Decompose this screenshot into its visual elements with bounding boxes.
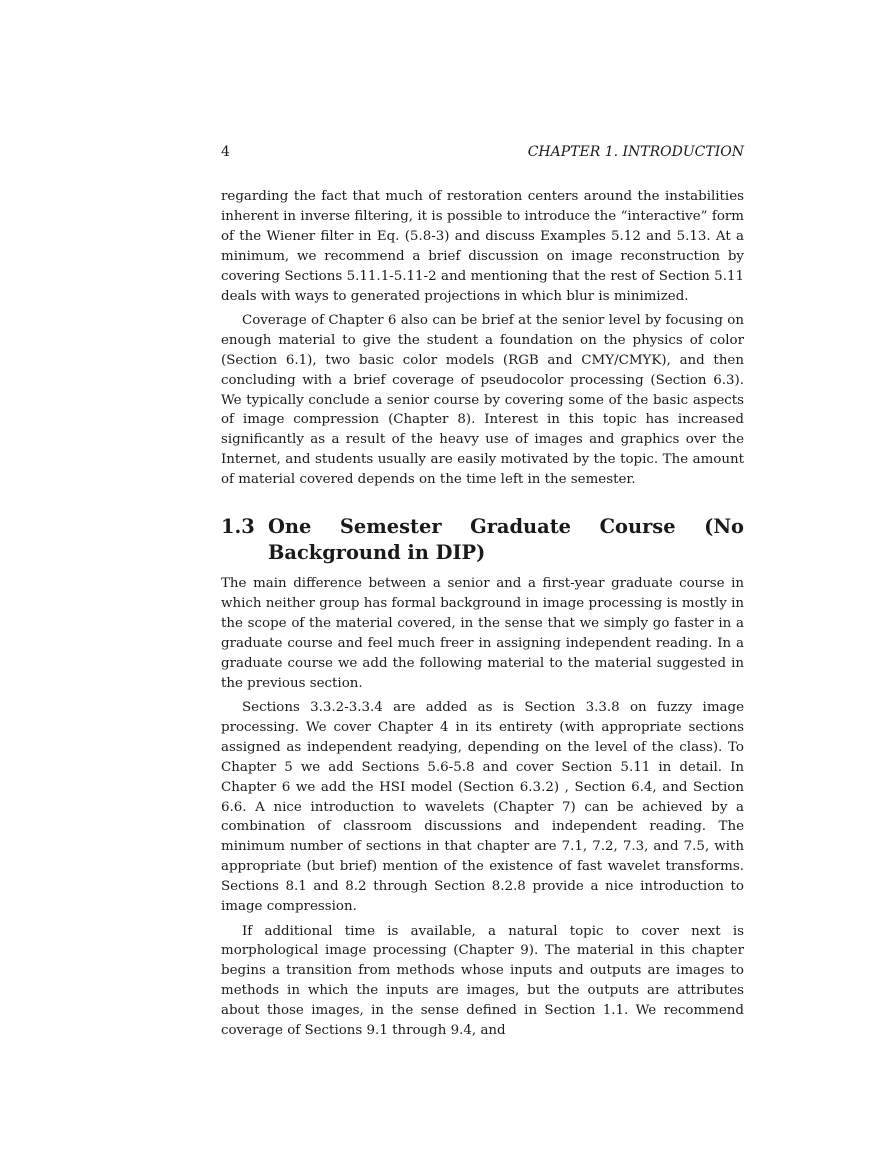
section-heading <box>221 514 744 566</box>
section-number: 1.3 <box>221 515 255 539</box>
paragraph: Coverage of Chapter 6 also can be brief at the senior level by focusing on enough material to give the student a foundation on the physics of color (Section 6.1), two basic color models (RGB and CMY/CMYK), and then concluding with a brief coverage of pseudocolor processing (Section 6.3). We typically conclude a senior course by covering some of the basic aspects of image compression (Chapter 8). Interest in this topic has increased significantly as a result of the heavy use of images and graphics over the Internet, and students usually are easily motivated by the topic. The amount of material covered depends on the time left in the semester. <box>221 312 744 488</box>
paragraph: The main difference between a senior and a first-year graduate course in which neither group has formal background in image processing is mostly in the scope of the material covered, in the sense that we simply go faster in a graduate course and feel much freer in assigning independent reading. In a graduate course we add the following material to the material suggested in the previous section. <box>221 576 744 691</box>
paragraph: Sections 3.3.2-3.3.4 are added as is Section 3.3.8 on fuzzy image processing. We cover Chapter 4 in its entirety (with appropriate sections assigned as independent readying, depending on the level of the class). To Chapter 5 we add Sections 5.6-5.8 and cover Section 5.11 in detail. In Chapter 6 we add the HSI model (Section 6.3.2) , Section 6.4, and Section 6.6. A nice introduction to wavelets (Chapter 7) can be achieved by a combination of classroom discussions and independent reading. The minimum number of sections in that chapter are 7.1, 7.2, 7.3, and 7.5, with appropriate (but brief) mention of the existence of fast wavelet transforms. Sections 8.1 and 8.2 through Section 8.2.8 provide a nice introduction to image compression. <box>221 700 744 915</box>
page-number: 4 <box>221 144 230 160</box>
running-header <box>221 143 744 161</box>
book-page <box>221 143 744 1045</box>
paragraph-continued: regarding the fact that much of restoration centers around the instabilities inherent in inverse filtering, it is possible to introduce the “interactive” form of the Wiener filter in Eq. (5.8-3) and discuss Examples 5.12 and 5.13. At a minimum, we recommend a brief discussion on image reconstruction by covering Sections 5.11.1-5.11-2 and mentioning that the rest of Section 5.11 deals with ways to generated projections in which blur is minimized. <box>221 189 744 304</box>
body-text <box>221 187 744 1041</box>
chapter-title: CHAPTER 1. INTRODUCTION <box>527 144 744 160</box>
paragraph: If additional time is available, a natural topic to cover next is morphological image processing (Chapter 9). The material in this chapter begins a transition from methods whose inputs and outputs are images to methods in which the inputs are images, but the outputs are attributes about those images, in the sense defined in Section 1.1. We recommend coverage of Sections 9.1 through 9.4, and <box>221 923 744 1039</box>
section-title: One Semester Graduate Course (No Background in DIP) <box>268 515 744 565</box>
